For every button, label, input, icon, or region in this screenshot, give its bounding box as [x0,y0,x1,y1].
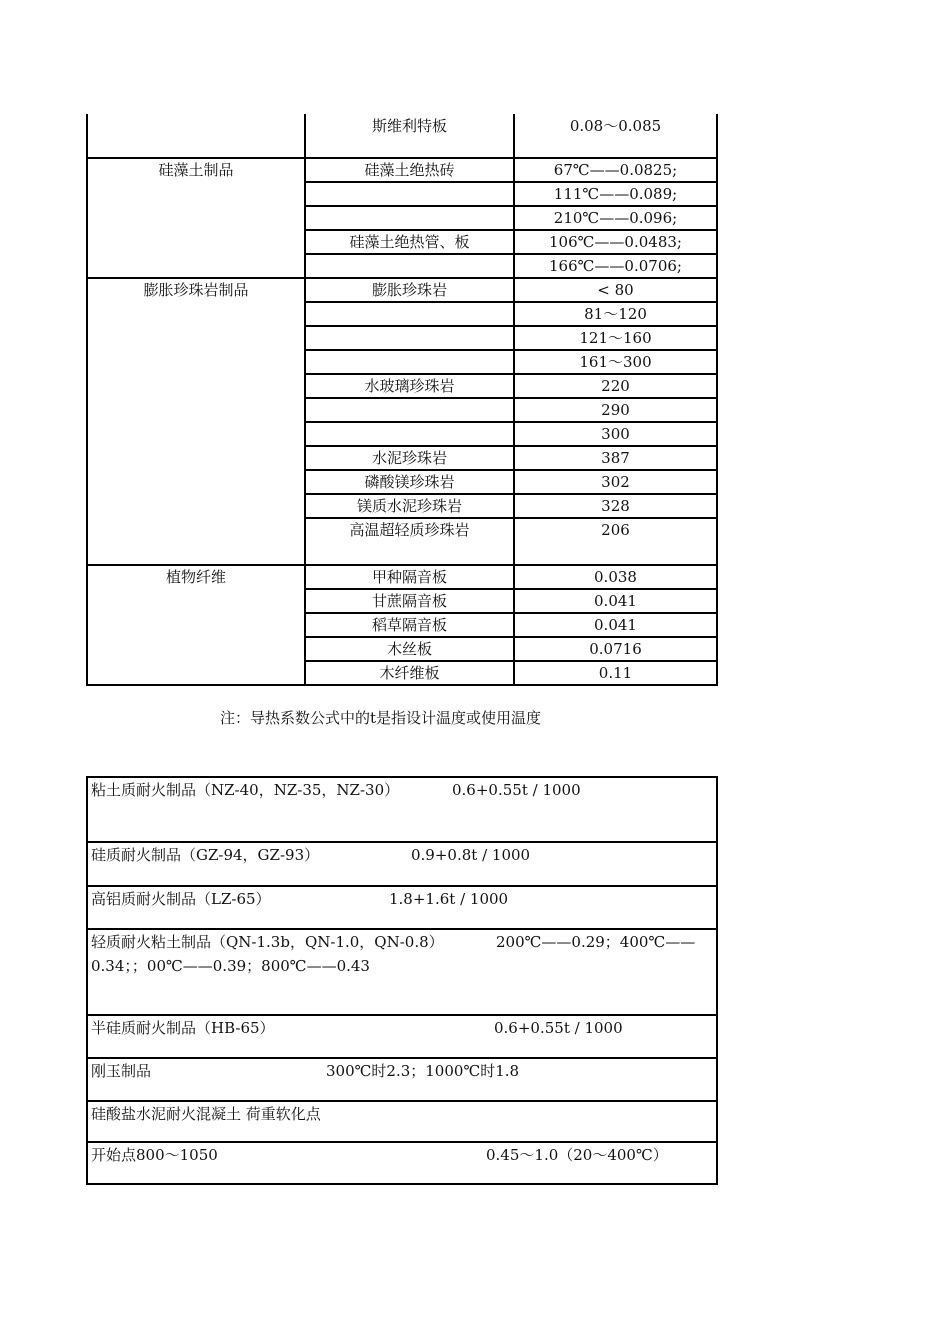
refractory-cell [87,1015,717,1058]
material-cell: 高温超轻质珍珠岩 [305,518,514,565]
refractory-value: 200℃——0.29；400℃—— [496,933,696,951]
value-cell: 67℃——0.0825; [514,158,717,182]
table-row [87,1015,717,1058]
value-cell: 220 [514,374,717,398]
refractory-cell [87,777,717,842]
table-row [87,1058,717,1101]
value-cell: 166℃——0.0706; [514,254,717,278]
value-cell: 0.041 [514,613,717,637]
refractory-value: 0.9+0.8t / 1000 [411,846,531,864]
refractory-label: 硅酸盐水泥耐火混凝土 荷重软化点 [91,1105,321,1123]
material-cell: 木丝板 [305,637,514,661]
refractory-value: 0.45～1.0（20～400℃） [486,1146,668,1164]
refractory-label: 刚玉制品 [91,1062,152,1080]
value-cell: 210℃——0.096; [514,206,717,230]
table-row [87,929,717,1015]
material-cell [305,182,514,206]
material-cell [305,422,514,446]
material-cell [305,302,514,326]
material-cell: 膨胀珍珠岩 [305,278,514,302]
material-cell: 硅藻土绝热砖 [305,158,514,182]
value-cell: 300 [514,422,717,446]
table-row [87,842,717,886]
table-row [87,1142,717,1184]
value-cell: < 80 [514,278,717,302]
value-cell: 111℃——0.089; [514,182,717,206]
material-cell: 木纤维板 [305,661,514,685]
value-cell: 0.0716 [514,637,717,661]
material-cell [305,398,514,422]
value-cell: 302 [514,470,717,494]
material-cell: 甘蔗隔音板 [305,589,514,613]
value-cell: 0.11 [514,661,717,685]
category-cell: 硅藻土制品 [87,158,305,278]
category-cell: 膨胀珍珠岩制品 [87,278,305,565]
table-row [87,158,717,182]
material-cell [305,254,514,278]
refractory-value: 1.8+1.6t / 1000 [389,890,509,908]
material-cell: 稻草隔音板 [305,613,514,637]
value-cell: 206 [514,518,717,565]
table-row [87,1101,717,1142]
refractory-cell [87,886,717,929]
refractory-label: 粘土质耐火制品（NZ-40，NZ-35，NZ-30） [91,781,400,799]
refractory-cell [87,842,717,886]
refractory-value: 300℃时2.3；1000℃时1.8 [326,1062,520,1080]
value-cell: 0.038 [514,565,717,589]
material-cell [305,350,514,374]
value-cell: 121～160 [514,326,717,350]
table-row [87,114,717,158]
table-row [87,565,717,589]
material-cell: 水玻璃珍珠岩 [305,374,514,398]
category-cell: 植物纤维 [87,565,305,685]
value-cell: 106℃——0.0483; [514,230,717,254]
table-row [87,886,717,929]
material-cell [305,206,514,230]
value-cell: 387 [514,446,717,470]
value-cell: 0.041 [514,589,717,613]
refractory-value-continued: 0.34；；00℃——0.39；800℃——0.43 [91,957,370,975]
value-cell: 290 [514,398,717,422]
table-row [87,777,717,842]
material-cell: 磷酸镁珍珠岩 [305,470,514,494]
material-cell: 甲种隔音板 [305,565,514,589]
table-note: 注：导热系数公式中的t是指设计温度或使用温度 [220,709,542,727]
refractory-value: 0.6+0.55t / 1000 [494,1019,623,1037]
value-cell: 328 [514,494,717,518]
value-cell: 161～300 [514,350,717,374]
value-cell: 0.08～0.085 [514,114,717,158]
refractory-cell [87,1058,717,1101]
material-cell: 镁质水泥珍珠岩 [305,494,514,518]
refractory-table [86,776,718,1185]
value-cell: 81～120 [514,302,717,326]
category-cell [87,114,305,158]
material-cell [305,326,514,350]
refractory-label: 轻质耐火粘土制品（QN-1.3b，QN-1.0，QN-0.8） [91,933,444,951]
refractory-label: 高铝质耐火制品（LZ-65） [91,890,271,908]
refractory-cell [87,1142,717,1184]
refractory-label: 硅质耐火制品（GZ-94，GZ-93） [91,846,320,864]
material-cell: 斯维利特板 [305,114,514,158]
table-row [87,278,717,302]
thermal-conductivity-table [86,114,718,686]
refractory-label: 开始点800～1050 [91,1146,218,1164]
refractory-cell [87,929,717,1015]
refractory-value: 0.6+0.55t / 1000 [452,781,581,799]
material-cell: 硅藻土绝热管、板 [305,230,514,254]
material-cell: 水泥珍珠岩 [305,446,514,470]
refractory-label: 半硅质耐火制品（HB-65） [91,1019,275,1037]
refractory-cell [87,1101,717,1142]
